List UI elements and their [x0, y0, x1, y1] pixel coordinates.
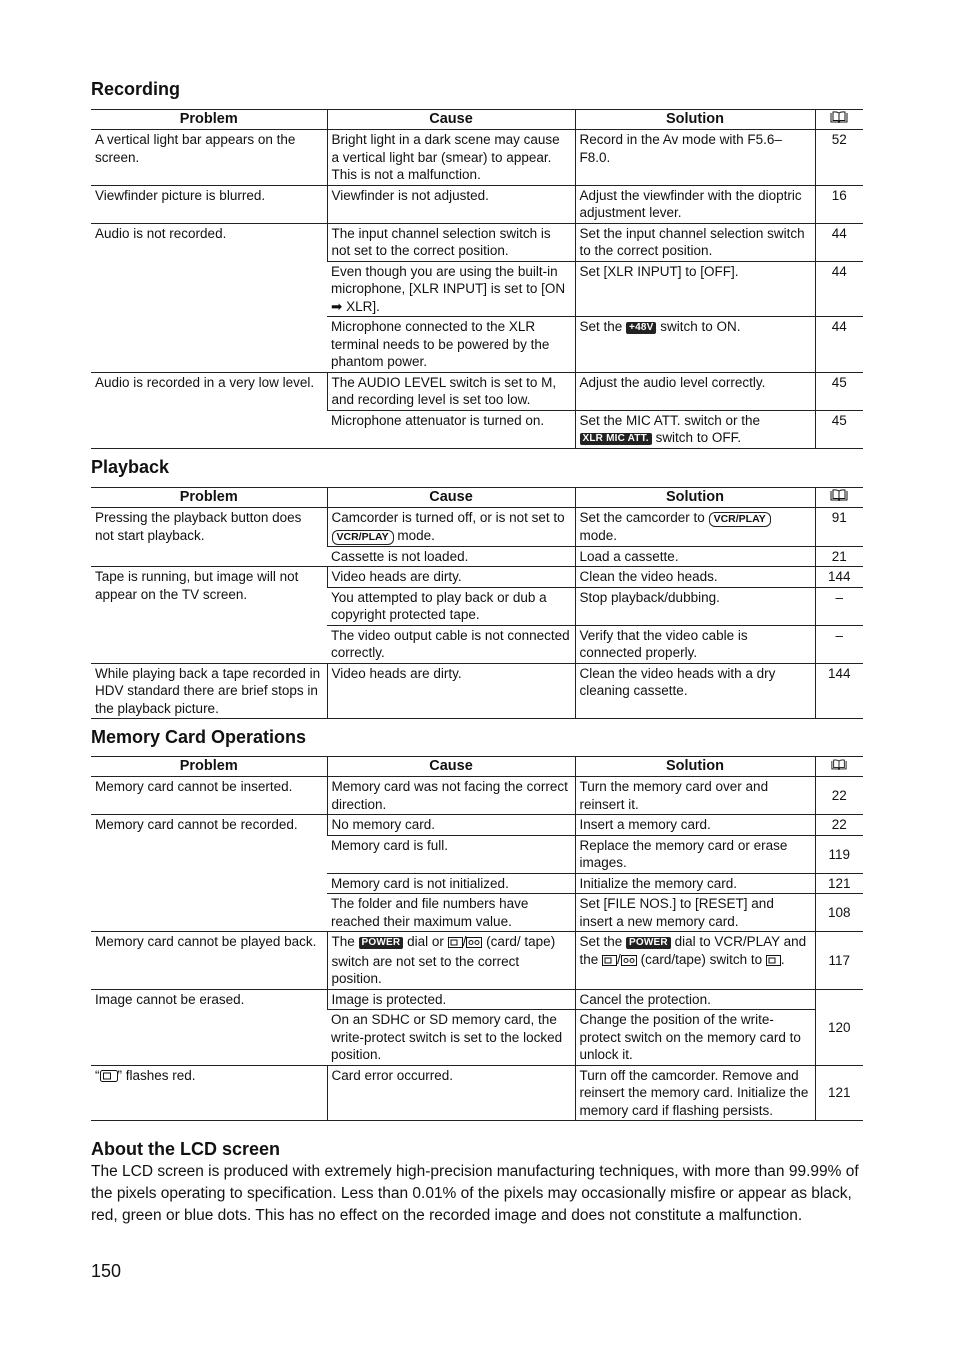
problem-cell: Memory card cannot be inserted. [91, 777, 327, 815]
cause-cell: Microphone attenuator is turned on. [327, 410, 575, 448]
cause-cell: Memory card is full. [327, 835, 575, 873]
solution-cell [575, 317, 815, 373]
page-ref-cell: 44 [815, 317, 863, 373]
cause-text: The [331, 934, 355, 950]
problem-cell: Audio is recorded in a very low level. [91, 372, 327, 448]
table-row [91, 508, 863, 547]
page-ref-cell: 91 [815, 508, 863, 547]
cause-cell: On an SDHC or SD memory card, the write-protect switch is set to the locked position. [327, 1010, 575, 1066]
page-ref-cell: 22 [815, 815, 863, 836]
table-row [91, 1065, 863, 1121]
problem-cell: Memory card cannot be recorded. [91, 815, 327, 932]
cause-cell: Microphone connected to the XLR terminal needs to be powered by the phantom power. [327, 317, 575, 373]
slash-text: / [617, 951, 621, 967]
cause-cell: Cassette is not loaded. [327, 546, 575, 567]
solution-cell: Adjust the audio level correctly. [575, 372, 815, 410]
phantom-48v-icon: +48V [626, 322, 656, 334]
cause-text: XLR]. [346, 298, 380, 314]
section-title-playback: Playback [91, 457, 170, 477]
card-icon [100, 1069, 118, 1087]
book-icon [830, 489, 848, 506]
table-row [91, 989, 863, 1010]
page-number: 150 [91, 1261, 122, 1281]
section-title-memory-card: Memory Card Operations [91, 727, 307, 747]
table-row [91, 185, 863, 223]
book-icon [830, 111, 848, 128]
section-title-recording: Recording [91, 79, 181, 99]
solution-cell: Set [XLR INPUT] to [OFF]. [575, 261, 815, 317]
table-header-row [91, 757, 863, 777]
cause-cell: The video output cable is not connected correctly. [327, 625, 575, 663]
cause-cell: Image is protected. [327, 989, 575, 1010]
xlr-mic-att-icon: XLR MIC ATT. [580, 433, 652, 445]
page-ref-cell: 117 [815, 932, 863, 990]
solution-text: switch to ON. [660, 319, 741, 335]
cause-cell: Video heads are dirty. [327, 663, 575, 719]
table-header-row [91, 110, 863, 130]
page-ref-cell: – [815, 587, 863, 625]
page-ref-cell: 44 [815, 261, 863, 317]
cause-text: mode. [397, 527, 435, 543]
page-ref-cell: 45 [815, 372, 863, 410]
header-page-ref [815, 757, 863, 777]
solution-text: Set the [579, 319, 623, 335]
header-solution: Solution [575, 488, 815, 508]
header-problem: Problem [91, 757, 327, 777]
cause-cell: Viewfinder is not adjusted. [327, 185, 575, 223]
header-cause: Cause [327, 488, 575, 508]
cause-cell: The AUDIO LEVEL switch is set to M, and recording level is set too low. [327, 372, 575, 410]
power-dial-icon: POWER [626, 937, 671, 949]
page-ref-cell: 121 [815, 873, 863, 894]
page-ref-cell: 108 [815, 894, 863, 932]
page-ref-cell: 44 [815, 223, 863, 261]
solution-cell: Clean the video heads with a dry cleaning cassette. [575, 663, 815, 719]
arrow-icon: ➡ [331, 298, 343, 314]
solution-cell: Change the position of the write-protect switch on the memory card to unlock it. [575, 1010, 815, 1066]
table-row [91, 932, 863, 990]
table-row [91, 567, 863, 588]
solution-cell: Load a cassette. [575, 546, 815, 567]
cause-cell: The input channel selection switch is not set to the correct position. [327, 223, 575, 261]
table-row [91, 223, 863, 261]
recording-table [91, 109, 863, 449]
page-ref-cell: 45 [815, 410, 863, 448]
page-ref-cell: 22 [815, 777, 863, 815]
solution-cell: Set the input channel selection switch to the correct position. [575, 223, 815, 261]
solution-cell: Turn the memory card over and reinsert it. [575, 777, 815, 815]
vcr-play-icon: VCR/PLAY [332, 530, 394, 545]
table-row [91, 663, 863, 719]
solution-text: Set the camcorder to [579, 510, 705, 526]
page-ref-cell: 21 [815, 546, 863, 567]
solution-cell: Cancel the protection. [575, 989, 815, 1010]
solution-cell: Insert a memory card. [575, 815, 815, 836]
page-ref-cell: – [815, 625, 863, 663]
card-icon [766, 953, 781, 971]
vcr-play-icon: VCR/PLAY [709, 512, 771, 527]
solution-cell: Stop playback/dubbing. [575, 587, 815, 625]
power-dial-icon: POWER [359, 937, 404, 949]
tape-icon [621, 953, 637, 971]
header-problem: Problem [91, 110, 327, 130]
header-cause: Cause [327, 110, 575, 130]
solution-cell: Initialize the memory card. [575, 873, 815, 894]
cause-cell [327, 261, 575, 317]
solution-cell [575, 932, 815, 990]
playback-table [91, 487, 863, 719]
table-row [91, 777, 863, 815]
solution-text: . [780, 951, 785, 967]
tape-icon [466, 935, 482, 953]
solution-cell [575, 508, 815, 547]
solution-cell [575, 410, 815, 448]
page-ref-cell: 121 [815, 1065, 863, 1121]
table-row [91, 815, 863, 836]
header-page-ref [815, 110, 863, 130]
solution-cell: Clean the video heads. [575, 567, 815, 588]
cause-cell: Card error occurred. [327, 1065, 575, 1121]
page-ref-cell: 119 [815, 835, 863, 873]
solution-text: Set the MIC ATT. switch or the [579, 412, 761, 428]
cause-cell: Bright light in a dark scene may cause a vertical light bar (smear) to appear. This is not a malfunction. [327, 130, 575, 186]
cause-cell [327, 508, 575, 547]
solution-text: Set the [579, 934, 623, 950]
problem-text: “ [95, 1067, 100, 1083]
card-icon [602, 953, 617, 971]
problem-cell: Memory card cannot be played back. [91, 932, 327, 990]
header-problem: Problem [91, 488, 327, 508]
solution-cell: Turn off the camcorder. Remove and reinsert the memory card. Initialize the memory card if flashing persists. [575, 1065, 815, 1121]
cause-cell [327, 932, 575, 990]
solution-cell: Set [FILE NOS.] to [RESET] and insert a new memory card. [575, 894, 815, 932]
solution-cell: Replace the memory card or erase images. [575, 835, 815, 873]
header-cause: Cause [327, 757, 575, 777]
solution-text: dial to VCR/PLAY and the [579, 934, 807, 967]
cause-cell: Memory card is not initialized. [327, 873, 575, 894]
header-page-ref [815, 488, 863, 508]
solution-text: (card/tape) switch to [640, 951, 763, 967]
solution-cell: Adjust the viewfinder with the dioptric adjustment lever. [575, 185, 815, 223]
slash-text: / [462, 934, 467, 950]
problem-cell: Audio is not recorded. [91, 223, 327, 372]
problem-cell: Pressing the playback button does not start playback. [91, 508, 327, 567]
table-row [91, 372, 863, 410]
problem-cell: Tape is running, but image will not appear on the TV screen. [91, 567, 327, 664]
card-icon [448, 935, 463, 953]
page-ref-cell: 144 [815, 567, 863, 588]
solution-cell: Verify that the video cable is connected properly. [575, 625, 815, 663]
cause-cell: No memory card. [327, 815, 575, 836]
cause-text: dial or [407, 934, 444, 950]
page-ref-cell: 120 [815, 989, 863, 1065]
solution-text: mode. [579, 528, 618, 544]
memory-card-table [91, 756, 863, 1121]
table-header-row [91, 488, 863, 508]
book-icon [831, 758, 847, 775]
section-title-lcd: About the LCD screen [91, 1139, 281, 1159]
page-ref-cell: 52 [815, 130, 863, 186]
lcd-paragraph: The LCD screen is produced with extremely high-precision manufacturing techniques, with more than 99.99% of the pixels operating to specification. Less than 0.01% of the pixels may occasionally misfire or appear as black, red, green or blue dots. This has no effect on the recorded image and does not constitute a malfunction. [91, 1163, 859, 1224]
problem-cell [91, 1065, 327, 1121]
problem-cell: Image cannot be erased. [91, 989, 327, 1065]
solution-text: switch to OFF. [655, 430, 742, 446]
header-solution: Solution [575, 110, 815, 130]
page-ref-cell: 16 [815, 185, 863, 223]
cause-cell: The folder and file numbers have reached their maximum value. [327, 894, 575, 932]
cause-cell: Video heads are dirty. [327, 567, 575, 588]
cause-cell: You attempted to play back or dub a copyright protected tape. [327, 587, 575, 625]
cause-text: (card/ tape) switch are not set to the correct position. [331, 934, 556, 987]
problem-cell: Viewfinder picture is blurred. [91, 185, 327, 223]
page-ref-cell: 144 [815, 663, 863, 719]
cause-text: Camcorder is turned off, or is not set to [331, 510, 565, 526]
cause-text: Even though you are using the built-in microphone, [XLR INPUT] is set to [ON [331, 263, 566, 297]
problem-text: ” flashes red. [117, 1067, 196, 1083]
problem-cell: While playing back a tape recorded in HDV standard there are brief stops in the playback picture. [91, 663, 327, 719]
cause-cell: Memory card was not facing the correct direction. [327, 777, 575, 815]
problem-cell: A vertical light bar appears on the screen. [91, 130, 327, 186]
header-solution: Solution [575, 757, 815, 777]
table-row [91, 130, 863, 186]
solution-cell: Record in the Av mode with F5.6–F8.0. [575, 130, 815, 186]
